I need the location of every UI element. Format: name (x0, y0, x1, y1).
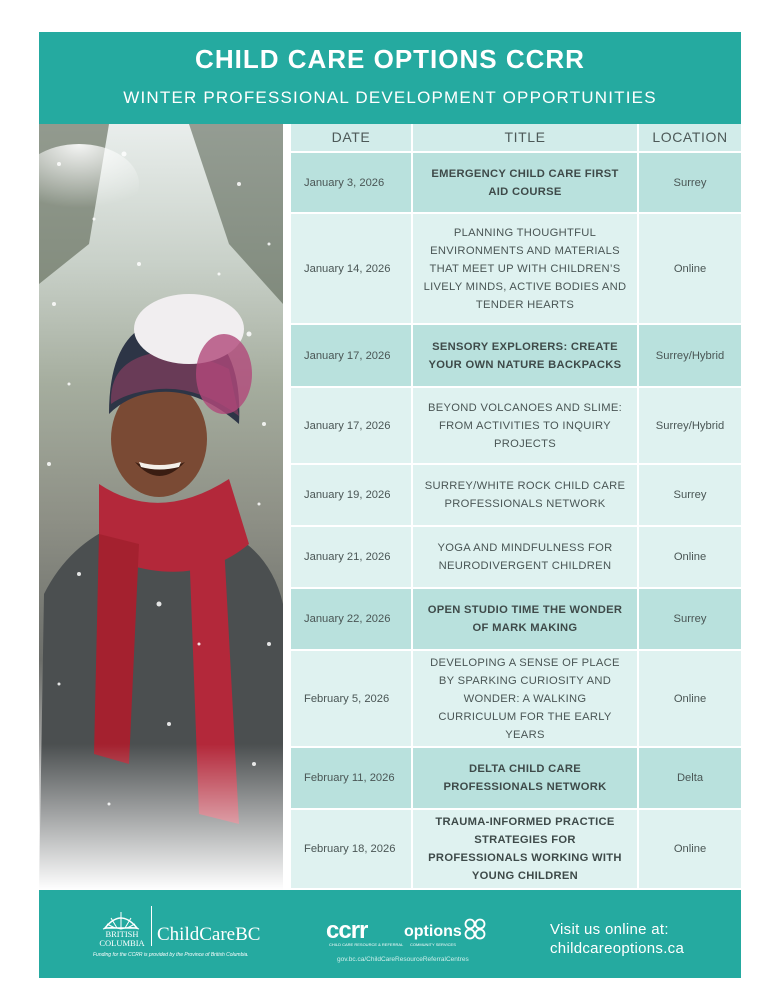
event-date: January 14, 2026 (291, 214, 411, 323)
event-title: EMERGENCY CHILD CARE FIRST AID COURSE (413, 153, 637, 212)
table-row (291, 748, 741, 808)
event-date: January 19, 2026 (291, 465, 411, 525)
column-header-date: DATE (291, 124, 411, 151)
event-title: SENSORY EXPLORERS: CREATE YOUR OWN NATURE BACKPACKS (413, 325, 637, 386)
event-location: Surrey (639, 153, 741, 212)
table-row (291, 325, 741, 386)
bc-sun-crest-icon (101, 908, 141, 930)
table-row (291, 589, 741, 649)
footer-banner (39, 890, 741, 978)
event-date: February 11, 2026 (291, 748, 411, 808)
options-logo-subtext: COMMUNITY SERVICES (410, 942, 456, 947)
column-header-location: LOCATION (639, 124, 741, 151)
flyer (39, 32, 741, 978)
table-row (291, 527, 741, 587)
event-title: DEVELOPING A SENSE OF PLACE BY SPARKING CURIOSITY AND WONDER: A WALKING CURRICULUM FOR THE EARLY YEARS (413, 651, 637, 746)
event-location: Online (639, 527, 741, 587)
website-link[interactable]: childcareoptions.ca (550, 940, 685, 957)
ccrr-logo: ccrr (326, 917, 368, 944)
child-in-snow-photo (39, 124, 283, 890)
event-location: Online (639, 810, 741, 888)
flyer-subtitle: WINTER PROFESSIONAL DEVELOPMENT OPPORTUNITIES (123, 88, 657, 107)
options-flower-icon (464, 918, 486, 940)
event-title: TRAUMA-INFORMED PRACTICE STRATEGIES FOR PROFESSIONALS WORKING WITH YOUNG CHILDREN (413, 810, 637, 888)
logo-divider (151, 906, 152, 946)
bc-logo-text: BRITISH COLUMBIA (99, 929, 145, 948)
event-title: OPEN STUDIO TIME THE WONDER OF MARK MAKING (413, 589, 637, 649)
event-date: January 21, 2026 (291, 527, 411, 587)
table-row (291, 651, 741, 746)
event-location: Online (639, 214, 741, 323)
event-title: SURREY/WHITE ROCK CHILD CARE PROFESSIONALS NETWORK (413, 465, 637, 525)
table-row (291, 810, 741, 888)
event-location: Surrey (639, 589, 741, 649)
funding-note: Funding for the CCRR is provided by the Province of British Columbia. (93, 952, 249, 958)
table-row (291, 214, 741, 323)
events-table (291, 124, 741, 890)
event-title: DELTA CHILD CARE PROFESSIONALS NETWORK (413, 748, 637, 808)
photo-illustration (39, 124, 283, 890)
event-date: January 22, 2026 (291, 589, 411, 649)
flyer-title: CHILD CARE OPTIONS CCRR (195, 44, 585, 74)
event-location: Surrey (639, 465, 741, 525)
event-date: February 5, 2026 (291, 651, 411, 746)
event-location: Surrey/Hybrid (639, 388, 741, 463)
table-row (291, 153, 741, 212)
childcarebc-logo: ChildCareBC (157, 924, 261, 945)
event-date: January 17, 2026 (291, 325, 411, 386)
table-row (291, 465, 741, 525)
table-header (291, 124, 741, 151)
gov-website-link[interactable]: gov.bc.ca/ChildCareResourceReferralCentres (337, 956, 469, 963)
event-location: Delta (639, 748, 741, 808)
options-logo: options (404, 923, 462, 940)
event-title: YOGA AND MINDFULNESS FOR NEURODIVERGENT CHILDREN (413, 527, 637, 587)
event-date: February 18, 2026 (291, 810, 411, 888)
event-location: Online (639, 651, 741, 746)
event-location: Surrey/Hybrid (639, 325, 741, 386)
header-banner (39, 32, 741, 124)
column-header-title: TITLE (413, 124, 637, 151)
event-date: January 3, 2026 (291, 153, 411, 212)
visit-label: Visit us online at: (550, 921, 669, 938)
event-date: January 17, 2026 (291, 388, 411, 463)
event-title: BEYOND VOLCANOES AND SLIME: FROM ACTIVITIES TO INQUIRY PROJECTS (413, 388, 637, 463)
ccrr-logo-subtext: CHILD CARE RESOURCE & REFERRAL (329, 942, 404, 947)
table-row (291, 388, 741, 463)
event-title: PLANNING THOUGHTFUL ENVIRONMENTS AND MATERIALS THAT MEET UP WITH CHILDREN’S LIVELY MINDS, ACTIVE BODIES AND TENDER HEARTS (413, 214, 637, 323)
